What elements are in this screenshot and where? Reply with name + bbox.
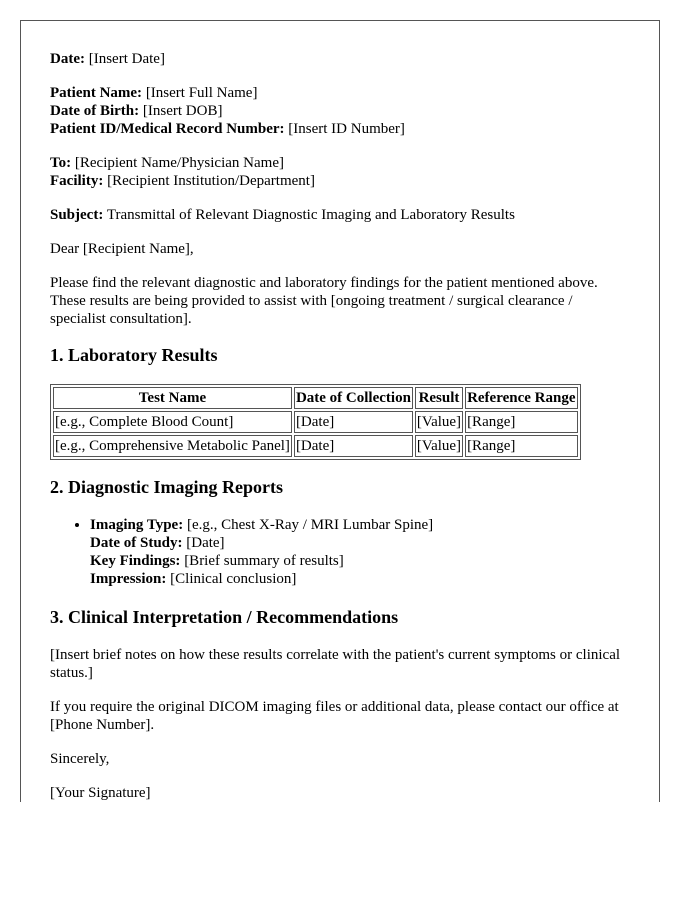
cell-test-name: [e.g., Comprehensive Metabolic Panel] [53, 435, 292, 457]
greeting: Dear [Recipient Name], [50, 241, 194, 257]
cell-date: [Date] [294, 435, 413, 457]
date-label: Date: [50, 51, 85, 67]
imaging-type-value: [e.g., Chest X-Ray / MRI Lumbar Spine] [186, 517, 434, 533]
subject-label: Subject: [50, 207, 104, 223]
patient-name-line [50, 84, 630, 102]
table-row [53, 435, 578, 457]
date-line [50, 50, 630, 68]
imaging-type-label: Imaging Type: [90, 517, 184, 533]
closing: Sincerely, [50, 751, 110, 767]
letter-page [20, 20, 660, 802]
to-label: To: [50, 155, 72, 171]
recipient-info [50, 154, 630, 190]
imaging-list [50, 516, 630, 588]
interpretation-notes: [Insert brief notes on how these results correlate with the patient's current symptoms or clinical status.] [50, 647, 621, 681]
patient-id-label: Patient ID/Medical Record Number: [50, 121, 285, 137]
lab-results-table [50, 384, 581, 460]
patient-id-value: [Insert ID Number] [288, 121, 405, 137]
letter-content [50, 50, 630, 802]
study-date-line [90, 534, 630, 552]
cell-result: [Value] [415, 411, 463, 433]
column-header-reference-range: Reference Range [465, 387, 577, 409]
subject-line [50, 206, 630, 224]
imaging-reports-heading: 2. Diagnostic Imaging Reports [50, 477, 283, 497]
key-findings-label: Key Findings: [90, 553, 181, 569]
date-value: [Insert Date] [88, 51, 165, 67]
key-findings-value: [Brief summary of results] [184, 553, 344, 569]
study-date-label: Date of Study: [90, 535, 183, 551]
column-header-date-of-collection: Date of Collection [294, 387, 413, 409]
imaging-type-line [90, 516, 630, 534]
cell-range: [Range] [465, 435, 577, 457]
key-findings-line [90, 552, 630, 570]
study-date-value: [Date] [186, 535, 225, 551]
dob-line [50, 102, 630, 120]
lab-results-heading: 1. Laboratory Results [50, 345, 218, 365]
impression-value: [Clinical conclusion] [170, 571, 297, 587]
intro-paragraph: Please find the relevant diagnostic and laboratory findings for the patient mentioned above. These results are being provided to assist with [ongoing treatment / surgical clearance / specialist consultation]. [50, 275, 598, 327]
signature: [Your Signature] [50, 785, 151, 801]
cell-result: [Value] [415, 435, 463, 457]
contact-paragraph: If you require the original DICOM imaging files or additional data, please contact our office at [Phone Number]. [50, 699, 619, 733]
interpretation-heading: 3. Clinical Interpretation / Recommendations [50, 607, 399, 627]
cell-date: [Date] [294, 411, 413, 433]
subject-value: Transmittal of Relevant Diagnostic Imaging and Laboratory Results [106, 207, 515, 223]
column-header-test-name: Test Name [53, 387, 292, 409]
patient-name-value: [Insert Full Name] [145, 85, 258, 101]
impression-line [90, 570, 630, 588]
cell-range: [Range] [465, 411, 577, 433]
dob-label: Date of Birth: [50, 103, 140, 119]
patient-name-label: Patient Name: [50, 85, 143, 101]
impression-label: Impression: [90, 571, 167, 587]
to-line [50, 154, 630, 172]
dob-value: [Insert DOB] [142, 103, 223, 119]
patient-id-line [50, 120, 630, 138]
patient-info [50, 84, 630, 138]
column-header-result: Result [415, 387, 463, 409]
table-header-row [53, 387, 578, 409]
to-value: [Recipient Name/Physician Name] [74, 155, 284, 171]
facility-line [50, 172, 630, 190]
facility-label: Facility: [50, 173, 104, 189]
facility-value: [Recipient Institution/Department] [107, 173, 315, 189]
table-row [53, 411, 578, 433]
cell-test-name: [e.g., Complete Blood Count] [53, 411, 292, 433]
list-item [90, 516, 630, 588]
